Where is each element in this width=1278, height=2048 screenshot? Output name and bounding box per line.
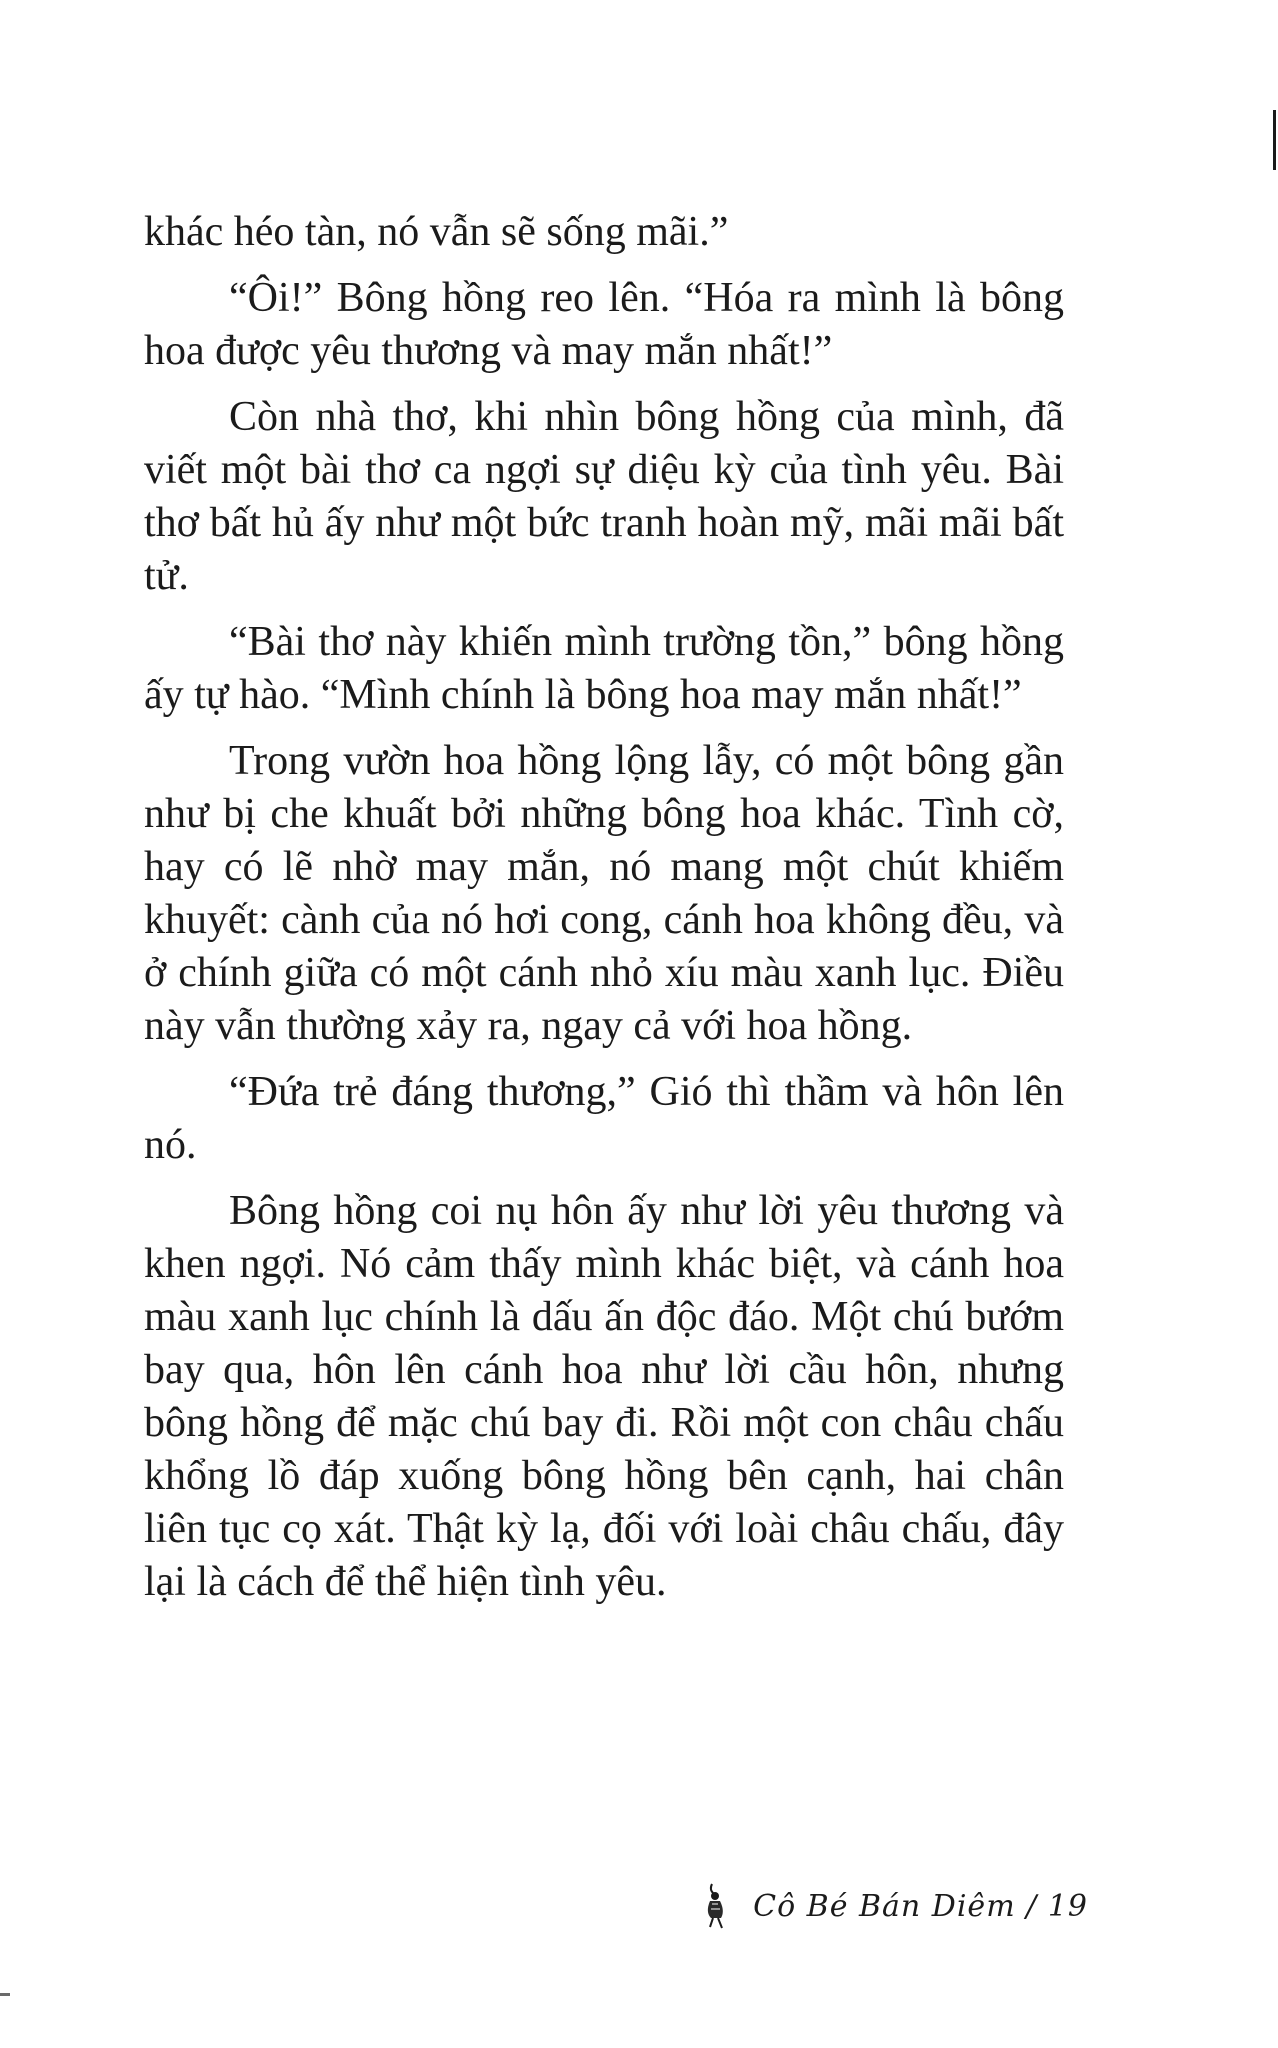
paragraph: khác héo tàn, nó vẫn sẽ sống mãi.”: [144, 209, 729, 255]
paragraph: Bông hồng coi nụ hôn ấy như lời yêu thương và khen ngợi. Nó cảm thấy mình khác biệt, và cánh hoa màu xanh lục chính là dấu ấn độc đáo. Một chú bướm bay qua, hôn lên cánh hoa như lời cầu hôn, nhưng bông hồng để mặc chú bay đi. Rồi một con châu chấu khổng lồ đáp xuống bông hồng bên cạnh, hai chân liên tục cọ xát. Thật kỳ lạ, đối với loài châu chấu, đây lại là cách để thể hiện tình yêu.: [144, 1188, 1064, 1605]
body-text: [144, 206, 1064, 1622]
paragraph: “Đứa trẻ đáng thương,” Gió thì thầm và hôn lên nó.: [144, 1069, 1064, 1168]
paragraph: “Bài thơ này khiến mình trường tồn,” bông hồng ấy tự hào. “Mình chính là bông hoa may mắn nhất!”: [144, 619, 1064, 718]
running-title: Cô Bé Bán Diêm / 19: [753, 1888, 1088, 1924]
page-footer: [701, 1882, 1088, 1930]
page-edge-mark: [1273, 110, 1276, 170]
paragraph: Trong vườn hoa hồng lộng lẫy, có một bông gần như bị che khuất bởi những bông hoa khác. Tình cờ, hay có lẽ nhờ may mắn, nó mang một chút khiếm khuyết: cành của nó hơi cong, cánh hoa không đều, và ở chính giữa có một cánh nhỏ xíu màu xanh lục. Điều này vẫn thường xảy ra, ngay cả với hoa hồng.: [144, 738, 1064, 1049]
page-corner-mark: [0, 1993, 10, 1996]
paragraph: Còn nhà thơ, khi nhìn bông hồng của mình, đã viết một bài thơ ca ngợi sự diệu kỳ của tình yêu. Bài thơ bất hủ ấy như một bức tranh hoàn mỹ, mãi mãi bất tử.: [144, 394, 1064, 599]
match-girl-icon: [701, 1882, 731, 1930]
paragraph: “Ôi!” Bông hồng reo lên. “Hóa ra mình là bông hoa được yêu thương và may mắn nhất!”: [144, 275, 1064, 374]
